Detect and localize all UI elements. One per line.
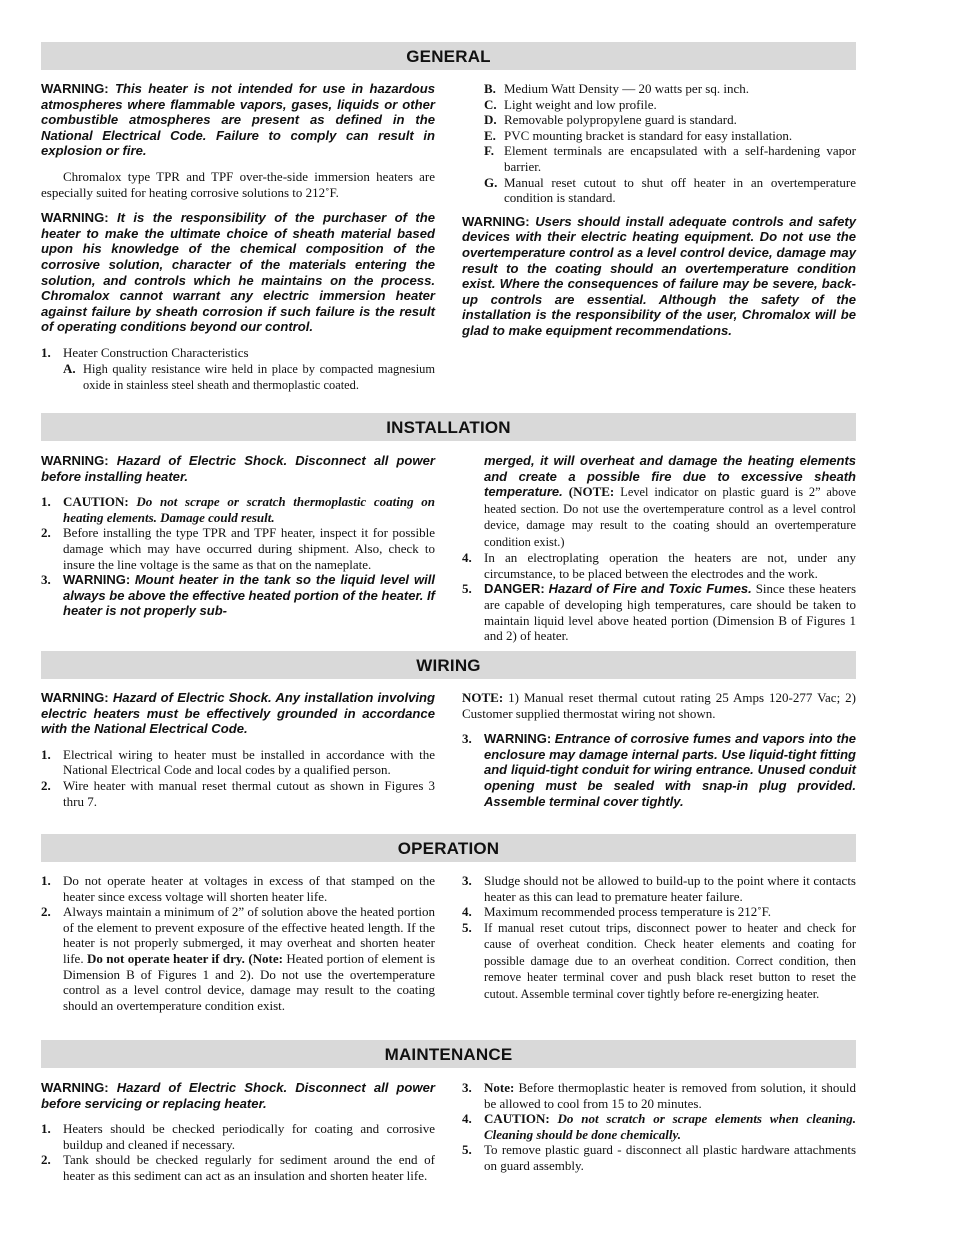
general-item-1: 1. Heater Construction Characteristics: [41, 344, 249, 360]
wiring-item-2: 2. Wire heater with manual reset thermal cutout as shown in Figures 3 thru 7.: [41, 777, 435, 809]
operation-item-2: 2. Always maintain a minimum of 2” of solution above the heated portion of the element to prevent exposure of the effective heated length. If the heater is not properly submerged, it may overheat and shorten heater life. Do not operate heater if dry. (Note: Heated portion of element is Dimension B of Figures 1 and 2). Do not use the overtemperature control as a level control device, damage may result to the coating should an overtemperature condition exist.: [41, 904, 436, 1013]
maintenance-item-4: 4. CAUTION: Do not scratch or scrape elements when cleaning. Cleaning should be done chemically.: [462, 1111, 856, 1142]
section-header-maintenance: MAINTENANCE: [41, 1040, 856, 1068]
section-header-operation: OPERATION: [41, 834, 856, 862]
operation-left-column: [41, 873, 435, 1013]
general-sub-e: E. PVC mounting bracket is standard for easy installation.: [484, 127, 793, 143]
maintenance-item-1: 1. Heaters should be checked periodically for coating and corrosive buildup and cleaned if necessary.: [41, 1121, 435, 1152]
general-sub-g: G. Manual reset cutout to shut off heater in an overtemperature condition is standard.: [484, 174, 856, 206]
wiring-warning: WARNING: Hazard of Electric Shock. Any installation involving electric heaters must be effectively grounded in accordance with the National Electrical Code.: [41, 690, 435, 737]
installation-item-4: 4. In an electroplating operation the heaters are not, under any circumstance, to be placed between the electrodes and the work.: [462, 550, 856, 581]
general-right-column: [462, 81, 856, 349]
wiring-right-column: [462, 690, 856, 809]
installation-item-2: 2. Before installing the type TPR and TPF heater, inspect it for possible damage which may have occurred during shipment. Also, check to insure the line voltage is the same as that on the nameplate.: [41, 525, 435, 572]
general-warning-3: WARNING: Users should install adequate controls and safety devices with their electric heating equipment. Do not use the overtemperature control as a level control device, damage may result to the coating should an overtemperature condition exist. Where the consequences of failure may be severe, back-up controls are essential. Although the safety of the installation is the responsibility of the user, Chromalox will be glad to make equipment recommendations.: [462, 213, 856, 338]
general-sub-f: F. Element terminals are encapsulated with a self-hardening vapor barrier.: [484, 143, 856, 174]
operation-right-column: [462, 873, 856, 1002]
general-sub-b: B. Medium Watt Density — 20 watts per sq. inch.: [484, 81, 749, 96]
installation-item-5: 5. DANGER: Hazard of Fire and Toxic Fumes. Since these heaters are capable of developing high temperatures, care should be taken to maintain liquid level above heated portion (Dimension B of Figures 1 and 2) of heater.: [462, 581, 857, 644]
maintenance-item-5: 5. To remove plastic guard - disconnect all plastic hardware attachments on guard assembly.: [462, 1142, 856, 1173]
general-left-column: [41, 81, 435, 394]
general-intro: Chromalox type TPR and TPF over-the-side immersion heaters are especially suited for heating corrosive solutions to 212˚F.: [41, 168, 435, 200]
general-warning-1: WARNING: This heater is not intended for use in hazardous atmospheres where flammable vapors, gases, liquids or other combustible atmospheres are present as defined in the National Electrical Code. Failure to comply can result in explosion or fire.: [41, 81, 435, 159]
operation-item-5: 5. If manual reset cutout trips, disconnect power to heater and check for cause of overheat condition. Check heater elements and coating for possible damage due to an overheat condition. Correct condition, then remove heater terminal cover and push black reset button to reset the cutout. Assemble terminal cover tightly before re-energizing heater.: [462, 919, 856, 1001]
general-sub-d: D. Removable polypropylene guard is standard.: [484, 112, 737, 128]
maintenance-warning: WARNING: Hazard of Electric Shock. Disconnect all power before servicing or replacing heater.: [41, 1080, 435, 1111]
section-header-wiring: WIRING: [41, 651, 856, 679]
operation-item-3: 3. Sludge should not be allowed to build-up to the point where it contacts heater as this can lead to premature heater failure.: [462, 873, 856, 904]
operation-item-4: 4. Maximum recommended process temperature is 212˚F.: [462, 904, 772, 920]
wiring-note: NOTE: 1) Manual reset thermal cutout rating 25 Amps 120-277 Vac; 2) Customer supplied thermostat wiring not shown.: [462, 690, 857, 721]
wiring-item-1: 1. Electrical wiring to heater must be installed in accordance with the National Electrical Code and local codes by a qualified person.: [41, 746, 435, 778]
installation-left-column: [41, 453, 435, 619]
general-sub-c: C. Light weight and low profile.: [484, 96, 657, 112]
installation-item-3: 3. WARNING: Mount heater in the tank so the liquid level will always be above the effective heated portion of the heater. If heater is not properly sub-: [41, 572, 436, 619]
installation-right-column: [462, 453, 856, 644]
general-sub-a: A. High quality resistance wire held in place by compacted magnesium oxide in stainless steel sheath and thermoplastic coated.: [63, 360, 435, 392]
wiring-item-3: 3. WARNING: Entrance of corrosive fumes and vapors into the enclosure may damage internal parts. Use liquid-tight fitting and liquid-tight conduit for wiring entrance. Unused conduit opening must be sealed with snap-in plug provided. Assemble terminal cover tightly.: [462, 731, 856, 809]
wiring-left-column: [41, 690, 435, 809]
section-header-general: GENERAL: [41, 42, 856, 70]
maintenance-left-column: [41, 1080, 435, 1184]
installation-item-1: 1. CAUTION: Do not scrape or scratch thermoplastic coating on heating elements. Damage could result.: [41, 494, 436, 525]
operation-item-1: 1. Do not operate heater at voltages in excess of that stamped on the heater since excess voltage will shorten heater life.: [41, 873, 435, 904]
installation-item-3-continued: merged, it will overheat and damage the heating elements and create a possible fire due to excessive sheath temperature. (NOTE: Level indicator on plastic guard is 2” above heated section. Do not use the overtemperature control as a level control device, damage may result to the coating should an overtemperature condition exist.): [484, 453, 857, 549]
section-header-installation: INSTALLATION: [41, 413, 856, 441]
maintenance-item-3: 3. Note: Before thermoplastic heater is removed from solution, it should be allowed to cool from 15 to 20 minutes.: [462, 1080, 857, 1111]
maintenance-item-2: 2. Tank should be checked regularly for sediment around the end of heater as this sediment can act as an insulation and shorten heater life.: [41, 1152, 435, 1183]
maintenance-right-column: [462, 1080, 856, 1174]
general-warning-2: WARNING: It is the responsibility of the purchaser of the heater to make the ultimate choice of sheath material based upon his knowledge of the chemical composition of the corrosive solution, character of the materials entering the solution, and controls which he maintains on the process. Chromalox cannot warrant any electric immersion heater against failure by sheath corrosion if such failure is the result of operating conditions beyond our control.: [41, 210, 435, 335]
installation-warning: WARNING: Hazard of Electric Shock. Disconnect all power before installing heater.: [41, 453, 435, 484]
